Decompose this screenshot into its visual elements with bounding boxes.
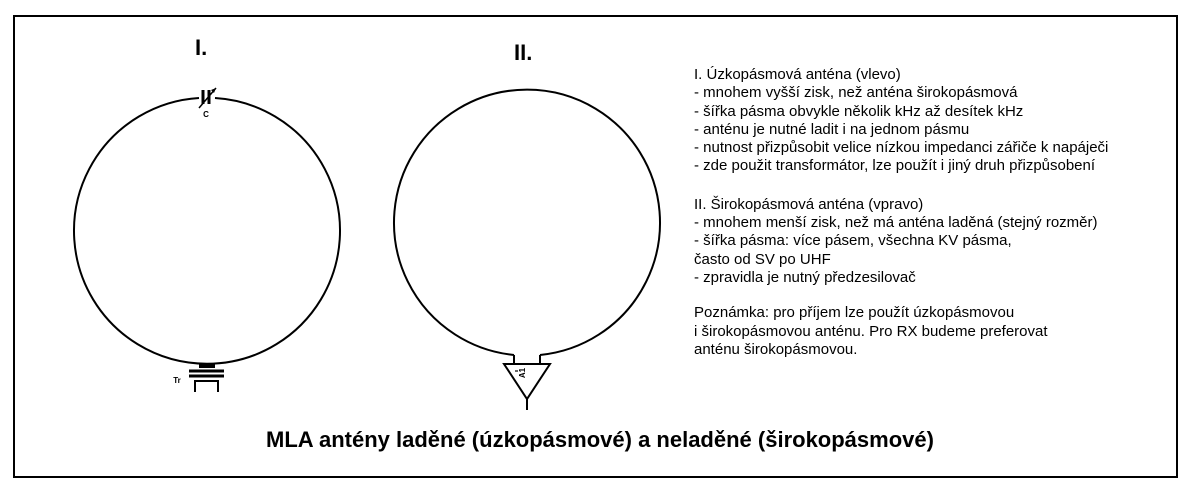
transformer-label: Tr — [173, 376, 181, 385]
broadband-antenna-label: II. — [514, 40, 533, 65]
note-line: - anténu je nutné ladit i na jednom pásmu — [694, 120, 970, 138]
tuned-loop — [74, 98, 340, 364]
preamplifier-symbol — [504, 364, 550, 410]
note-line: často od SV po UHF — [694, 250, 831, 268]
tuned-loop-antenna — [74, 88, 340, 392]
note-line: - šířka pásma: více pásem, všechna KV pásma, — [694, 232, 1012, 250]
note-line: anténu širokopásmovou. — [694, 340, 858, 358]
antenna-notes — [694, 66, 1174, 359]
tuning-capacitor-symbol — [199, 88, 216, 119]
note-line: - nutnost přizpůsobit velice nízkou impedanci zářiče k napáječi — [694, 139, 1109, 157]
diagram-caption: MLA antény laděné (úzkopásmové) a neladěné (širokopásmové) — [266, 427, 934, 452]
note-line: Poznámka: pro příjem lze použít úzkopásmovou — [694, 304, 1015, 322]
capacitor-label: C — [203, 110, 209, 119]
note-line: - mnohem vyšší zisk, než anténa širokopásmová — [694, 84, 1018, 102]
note-line: - mnohem menší zisk, než má anténa laděná (stejný rozměr) — [694, 214, 1098, 232]
note-line: i širokopásmovou anténu. Pro RX budeme preferovat — [694, 322, 1048, 340]
transformer-symbol — [173, 364, 224, 392]
note-line: I. Úzkopásmová anténa (vlevo) — [694, 66, 901, 83]
note-line: II. Širokopásmová anténa (vpravo) — [694, 195, 924, 213]
tuned-antenna-label: I. — [195, 35, 208, 60]
broadband-loop-antenna — [394, 90, 660, 410]
broadband-loop — [394, 90, 660, 355]
note-line: - zpravidla je nutný předzesilovač — [694, 268, 916, 286]
note-line: - šířka pásma obvykle několik kHz až desítek kHz — [694, 102, 1024, 120]
amplifier-label: A1 — [518, 367, 527, 379]
note-line: - zde použit transformátor, lze použít i jiný druh přizpůsobení — [694, 157, 1096, 175]
